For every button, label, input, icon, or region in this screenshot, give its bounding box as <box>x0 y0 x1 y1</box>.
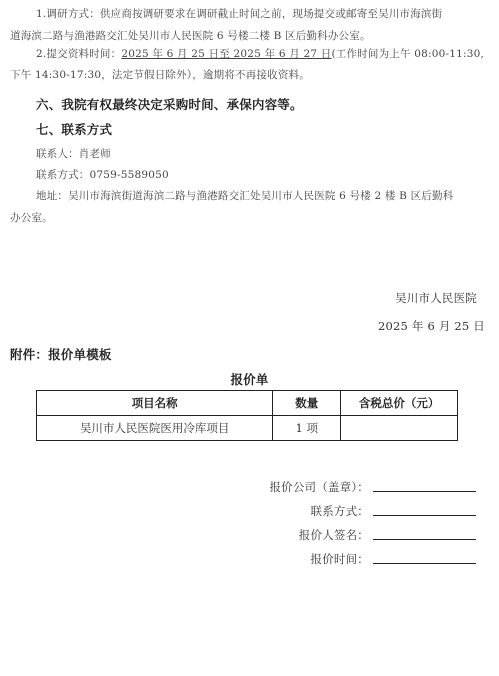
item2-line2: 下午 14:30-17:30，法定节假日除外），逾期将不再接收资料。 <box>10 69 310 81</box>
item2-date-range: 2025 年 6 月 25 日至 2025 年 6 月 27 日 <box>121 48 332 60</box>
quote-time-label: 报价时间： <box>310 552 369 566</box>
contact-phone: 联系方式：0759-5589050 <box>36 169 169 181</box>
quote-table-header-row <box>37 391 458 416</box>
item1-line2: 道海滨二路与渔港路交汇处吴川市人民医院 6 号楼二楼 B 区后勤科办公室。 <box>10 30 371 42</box>
quote-company-label: 报价公司（盖章）： <box>269 480 369 494</box>
section7-heading: 七、联系方式 <box>36 122 113 137</box>
attachment-label: 附件：报价单模板 <box>10 347 112 362</box>
signature-date: 2025 年 6 月 25 日 <box>378 319 485 333</box>
cell-total-price <box>341 416 458 441</box>
item2-line1 <box>36 46 484 61</box>
cell-item-name: 吴川市人民医院医用冷库项目 <box>37 416 273 441</box>
contact-person: 联系人：肖老师 <box>36 148 111 160</box>
table-row <box>37 416 458 441</box>
address-line2: 办公室。 <box>10 212 53 224</box>
quote-contact-label: 联系方式： <box>310 504 369 518</box>
section6-heading: 六、我院有权最终决定采购时间、承保内容等。 <box>36 97 303 112</box>
cell-quantity: 1 项 <box>273 416 341 441</box>
quote-table-title: 报价单 <box>230 372 269 387</box>
item2-prefix: 2.提交资料时间： <box>36 48 122 60</box>
quote-time-line[interactable] <box>373 563 476 564</box>
signature-org: 吴川市人民医院 <box>395 291 477 305</box>
quote-signer-label: 报价人签名： <box>298 528 369 542</box>
quote-contact-line[interactable] <box>373 515 476 516</box>
item1-line1: 1.调研方式：供应商按调研要求在调研截止时间之前，现场提交或邮寄至吴川市海滨街 <box>36 8 443 20</box>
column-header-total-price: 含税总价（元） <box>341 391 458 416</box>
quote-company-line[interactable] <box>373 491 476 492</box>
item2-suffix: (工作时间为上午 08:00-11:30, <box>331 48 485 60</box>
quote-table <box>36 390 458 441</box>
quote-signer-line[interactable] <box>373 539 476 540</box>
address-line1: 地址：吴川市海滨街道海滨二路与渔港路交汇处吴川市人民医院 6 号楼 2 楼 B 区后勤科 <box>36 190 454 202</box>
column-header-item-name: 项目名称 <box>37 391 273 416</box>
column-header-quantity: 数量 <box>273 391 341 416</box>
